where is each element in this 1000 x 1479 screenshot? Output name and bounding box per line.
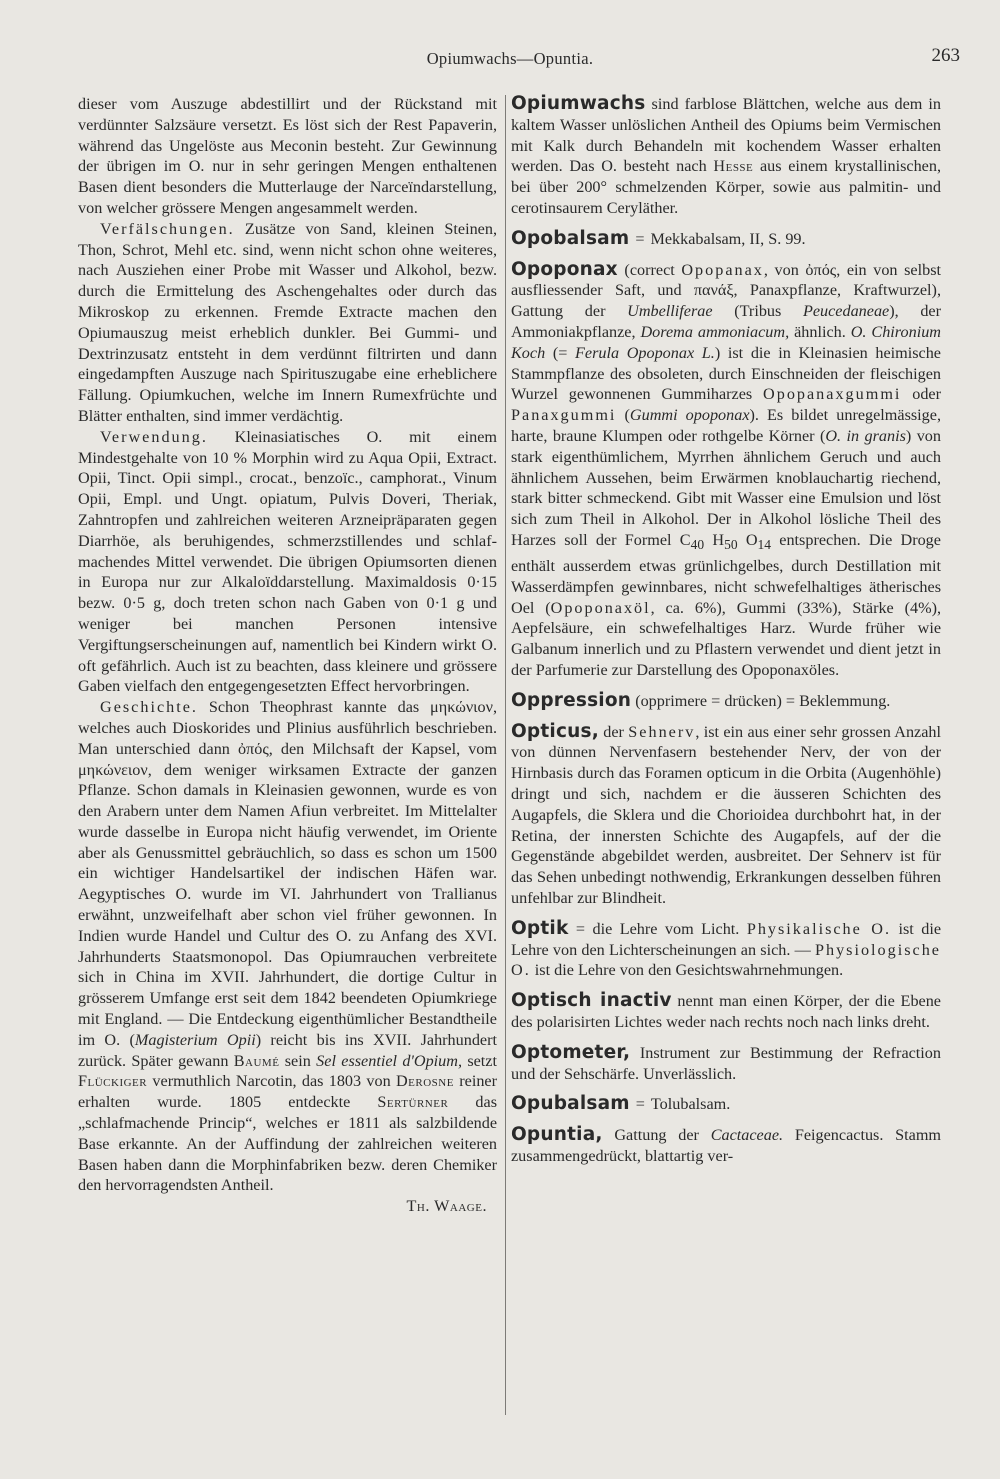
entry-optik: Optik = die Lehre vom Licht. Physikalische O. ist die Lehre von den Lichterscheinungen an sich. — Physiologische O. ist die Lehre von den Gesichtswahrnehmungen. (511, 917, 942, 980)
headword: Opobalsam (511, 227, 630, 249)
headword: Opuntia, (511, 1124, 603, 1146)
left-column (78, 94, 497, 1217)
entry-opobalsam: Opobalsam = Mekkabalsam, II, S. 99. (511, 227, 806, 249)
headword: Optometer, (511, 1041, 631, 1063)
headword: Opticus, (511, 720, 599, 742)
left-paragraph: Verfälschungen. Zusätze von Sand, kleinen Steinen, Thon, Schrot, Mehl etc. sind, wenn nicht schon ohne weiteres, nach Ausziehen einer Probe mit Wasser und Alkohol, bezw. durch die Ermittelung des Aschengehaltes oder durch das Mikroskop zu erkennen. Fremde Extracte machen den Opiumauszug meist erheblich dunkler. Bei Gummi- und Dextrinzusatz entsteht in dem verdünnt filtrirten und dann eingedampften Auszuge nach Spirituszugabe eine erheblichere Fällung. Opiumkuchen, welche im Innern Rumexfrüchte und Blätter enthalten, sind immer verdächtig. (78, 219, 497, 425)
author-name: Flückiger (78, 1072, 148, 1091)
left-paragraph: Verwendung. Kleinasiatisches O. mit einem Mindestgehalte von 10 % Morphin wird zu Aqua Opii, Extract. Opii, Tinct. Opii simpl., crocat., benzoïc., camphorat., Vinum Opii, Empl. und Ungt. opiatum, Pulvis Doveri, Theriak, Zahntropfen und zahlreichen weiteren Arzneipräparaten gegen Diarrhöe, als beruhigendes, schmerzstillendes und schlafmachendes Mittel verwendet. Die übrigen Opiumsorten dienen in Europa nur zur Alkaloïddarstellung. Maximaldosis 0·15 bezw. 0·5 g, doch treten schon nach Gaben von 0·1 g und weniger bei manchen Personen intensive Vergiftungserscheinungen auf, namentlich bei Kindern wirkt O. oft gefährlich. Auch ist zu beachten, dass kleinere und grössere Gaben vielfach den entgegengesetzten Effect hervorbringen. (78, 427, 497, 696)
entry-opoponax: Opoponax (correct Opopanax, von ὀπός, ein von selbst ausfliessender Saft, und πανάξ, Panaxpflanze, Kraftwurzel), Gattung der Umbelliferae (Tribus Peucedaneae), der Ammoniakpflanze, Dorema ammoniacum, ähnlich. O. Chironium Koch (= Ferula Opoponax L.) ist die in Kleinasien heimische Stammpflanze des obsoleten, durch Einschneiden der fleischigen Wurzel gewonnenen Gummiharzes Opopanaxgummi oder Panaxgummi (Gummi opoponax). Es bildet unregelmässige, harte, braune Klumpen oder rothgelbe Körner (O. in granis) von stark eigenthümlichem, Myrrhen ähnlichem Geruch und auch ähnlichem Aussehen, beim Erwärmen knoblauchartig riechend, stark bitter schmeckend. Gibt mit Wasser eine Emulsion und löst sich zum Theil in Alkohol. Der in Alkohol lösliche Theil des Harzes soll der Formel $C_{40}$ $H_{50}$ $O_{14}$ entsprechen. Die Droge enthält ausserdem etwas grünlichgelbes, durch Destillation mit Wasserdämpfen gewinnbares, nicht schwefelhaltiges ätherisches Oel (Opoponaxöl, ca. 6%), Gummi (33%), Stärke (4%), Aepfelsäure, ein schwefelhaltiges Harz. Wurde früher wie Galbanum innerlich und zu Pflastern verwendet und dient jetzt in der Parfumerie zur Darstellung des Opoponaxöles. (511, 258, 942, 679)
headword: Optisch inactiv (511, 990, 672, 1012)
section-label: Verwendung. (100, 427, 208, 446)
author-name: Sertürner (377, 1093, 449, 1112)
entry-oppression: Oppression (opprimere = drücken) = Beklemmung. (511, 689, 891, 711)
headword: Optik (511, 917, 569, 939)
running-title: Opiumwachs—Opuntia. (426, 49, 594, 68)
section-label: Verfälschungen. (100, 219, 235, 238)
entry-opticus: Opticus, der Sehnerv, ist ein aus einer sehr grossen Anzahl von dünnen Nervenfasern bestehender Nerv, der von der Hirnbasis durch das Foramen opticum in die Orbita (Augenhöhle) dringt und sich, nachdem er die äusseren Schichten des Augapfels, die Sklera und die Chorioidea durchbohrt hat, in der Retina, der innersten Schichte des Augapfels, auf der die Gegenstände abgebildet werden, ausbreitet. Der Sehnerv ist für das Sehen unbedingt nothwendig, Erkrankungen desselben führen unfehlbar zur Blindheit. (511, 720, 941, 907)
page-number: 263 (931, 45, 960, 66)
author-name: Derosne (395, 1072, 454, 1091)
headword: Opubalsam (511, 1093, 630, 1115)
author-name: Baumé (233, 1051, 280, 1070)
left-paragraph: Geschichte. Schon Theophrast kannte das μηκώνιον, welches auch Dioskorides und Plinius ausführlich beschrieben. Man unterschied dann ὀπός, den Milchsaft der Kapsel, vom μηκώνειον, dem weniger wirksamen Extracte der ganzen Pflanze. Schon damals in Kleinasien gewonnen, wurde es von den Arabern unter dem Namen Afiun verbreitet. Im Mittelalter wurde dasselbe in Europa nicht häufig verwendet, im Oriente aber als Genussmittel gebräuchlich, so dass es schon um 1500 ein wichtiger Handelsartikel der indischen Häfen war. Aegyptisches O. wurde im VI. Jahrhundert von Trallianus erwähnt, unzweifelhaft aber schon viel früher gewonnen. In Indien wurde Handel und Cultur des O. zu Anfang des XVI. Jahrhunderts Staatsmonopol. Das Opiumrauchen verbreitete sich in China im XVII. Jahrhundert, die dortige Cultur in grösserem Umfange erst seit dem 1842 beendeten Opiumkriege mit England. — Die Entdeckung eigenthümlicher Bestandtheile im O. (Magisterium Opii) reicht bis ins XVII. Jahrhundert zurück. Später gewann Baumé sein Sel essentiel d'Opium, setzt Flückiger vermuthlich Narcotin, das 1803 von Derosne reiner erhalten wurde. 1805 entdeckte Sertürner das „schlafmachende Princip“, welches er 1811 als salzbildende Base erkannte. An der Auffindung der zahlreichen weiteren Basen haben dann die Morphinfabriken bezw. deren Chemiker den hervorragendsten Antheil. (78, 698, 497, 1195)
headword: Oppression (511, 689, 632, 711)
section-label: Geschichte. (100, 698, 198, 717)
entry-optisch-inactiv: Optisch inactiv nennt man einen Körper, der die Ebene des polarisirten Lichtes weder nach rechts noch nach links dreht. (511, 990, 941, 1031)
column-divider (505, 95, 506, 1415)
entry-opuntia: Opuntia, Gattung der Cactaceae. Feigencactus. Stamm zusammengedrückt, blattartig ver- (511, 1124, 942, 1165)
entry-opubalsam: Opubalsam = Tolubalsam. (511, 1093, 731, 1115)
signature: Th. Waage. (406, 1197, 487, 1216)
page-header (60, 45, 960, 75)
entry-opiumwachs: Opiumwachs sind farblose Blättchen, welche aus dem in kaltem Wasser unlöslichen Antheil des Opiums beim Vermischen mit Kalk durch Behandeln mit kochendem Wasser erhalten werden. Das O. besteht nach Hesse aus einem krystallinischen, bei über 200° schmelzenden Körper, sowie aus palmitin- und cerotinsaurem Ceryläther. (511, 93, 941, 217)
left-paragraph: dieser vom Auszuge abdestillirt und der Rückstand mit verdünnter Salzsäure versetzt. Es löst sich der Rest Papaverin, während das Ungelöste aus Meconin besteht. Zur Gewinnung der übrigen im O. nur in sehr geringen Mengen enthaltenen Basen dient besonders die Mutterlauge der Narceïndarstellung, von welcher grössere Mengen angesammelt werden. (78, 95, 497, 217)
entry-optometer: Optometer, Instrument zur Bestimmung der Refraction und der Sehschärfe. Unverlässlich. (511, 1041, 941, 1083)
author-name: Hesse (713, 157, 754, 176)
right-column (511, 94, 941, 1167)
headword: Opiumwachs (511, 93, 646, 114)
headword: Opoponax (511, 258, 618, 280)
